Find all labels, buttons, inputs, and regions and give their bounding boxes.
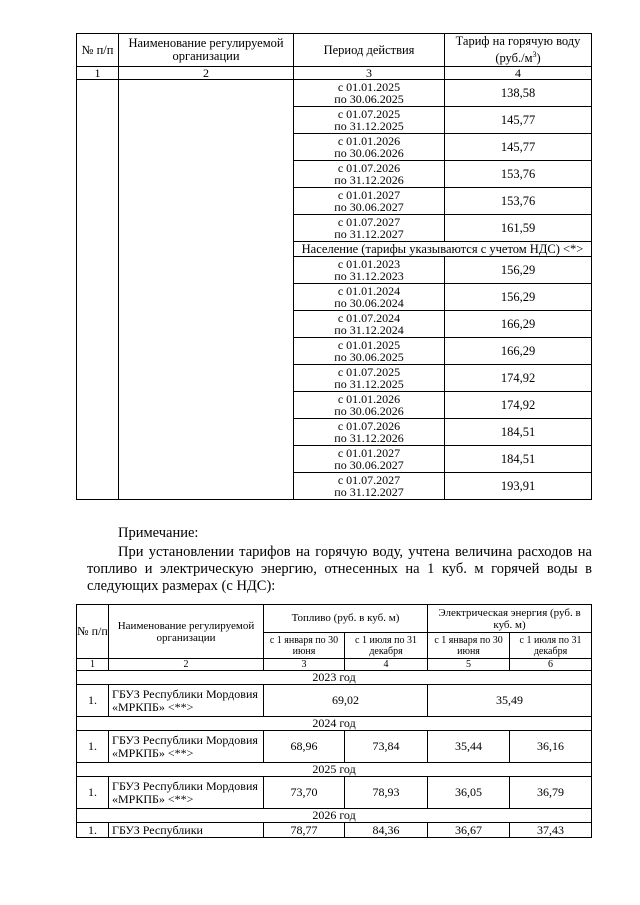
header-period: Период действия — [294, 34, 445, 67]
col-number: 2 — [109, 659, 264, 671]
note-title: Примечание: — [118, 525, 199, 541]
org-cell — [119, 80, 294, 500]
table-row — [77, 685, 592, 717]
header-tariff: Тариф на горячую воду $(руб./м^3)$ — [445, 34, 592, 67]
tariff-value: 153,76 — [445, 161, 592, 188]
tariff-value: 138,58 — [445, 80, 592, 107]
period-header: с 1 января по 30 июня — [264, 633, 345, 659]
year-row — [77, 671, 592, 685]
tariff-value: 184,51 — [445, 446, 592, 473]
header-fuel: Топливо (руб. в куб. м) — [264, 605, 428, 633]
power-value: 36,67 — [428, 823, 510, 838]
fuel-value: 68,96 — [264, 731, 345, 763]
period-cell: с 01.01.2025 по 30.06.2025 — [294, 80, 445, 107]
col-number: 5 — [428, 659, 510, 671]
col-number: 3 — [294, 67, 445, 80]
fuel-value: 78,77 — [264, 823, 345, 838]
org-name: ГБУЗ Республики — [109, 823, 264, 838]
tariff-value: 156,29 — [445, 284, 592, 311]
period-cell: с 01.07.2027 по 31.12.2027 — [294, 473, 445, 500]
tariff-value: 193,91 — [445, 473, 592, 500]
tariff-value: 145,77 — [445, 107, 592, 134]
header-power: Электрическая энергия (руб. в куб. м) — [428, 605, 592, 633]
table-row — [77, 823, 592, 838]
period-cell: с 01.01.2025 по 30.06.2025 — [294, 338, 445, 365]
tariff-table-header — [77, 34, 592, 67]
fuel-value: 73,70 — [264, 777, 345, 809]
year-row — [77, 809, 592, 823]
power-value: 36,79 — [510, 777, 592, 809]
column-numbers-row — [77, 67, 592, 80]
period-cell: с 01.07.2026 по 31.12.2026 — [294, 419, 445, 446]
col-number: 4 — [445, 67, 592, 80]
period-cell: с 01.01.2024 по 30.06.2024 — [294, 284, 445, 311]
col-number: 4 — [345, 659, 428, 671]
col-number: 2 — [119, 67, 294, 80]
col-number: 3 — [264, 659, 345, 671]
fuel-value: 78,93 — [345, 777, 428, 809]
row-num: 1. — [77, 823, 109, 838]
power-value: 35,49 — [428, 685, 592, 717]
tariff-value: 156,29 — [445, 257, 592, 284]
period-cell: с 01.07.2025 по 31.12.2025 — [294, 107, 445, 134]
power-value: 37,43 — [510, 823, 592, 838]
fuel-value: 84,36 — [345, 823, 428, 838]
col-number: 1 — [77, 659, 109, 671]
period-cell: с 01.01.2026 по 30.06.2026 — [294, 392, 445, 419]
period-cell: с 01.07.2027 по 31.12.2027 — [294, 215, 445, 242]
tariff-value: 166,29 — [445, 311, 592, 338]
year-label: 2024 год — [77, 717, 592, 731]
tariff-table — [76, 33, 592, 500]
org-name: ГБУЗ Республики Мордовия «МРКПБ» <**> — [109, 731, 264, 763]
period-cell: с 01.07.2025 по 31.12.2025 — [294, 365, 445, 392]
period-cell: с 01.07.2024 по 31.12.2024 — [294, 311, 445, 338]
tariff-value: 153,76 — [445, 188, 592, 215]
period-cell: с 01.01.2027 по 30.06.2027 — [294, 188, 445, 215]
header-org: Наименование регулируемой организации — [119, 34, 294, 67]
year-label: 2026 год — [77, 809, 592, 823]
period-header: с 1 января по 30 июня — [428, 633, 510, 659]
col-number: 6 — [510, 659, 592, 671]
num-cell — [77, 80, 119, 500]
header-num: № п/п — [77, 34, 119, 67]
tariff-value: 174,92 — [445, 392, 592, 419]
period-cell: с 01.01.2026 по 30.06.2026 — [294, 134, 445, 161]
year-row — [77, 763, 592, 777]
section-label: Население (тарифы указываются с учетом НДС) <*> — [294, 242, 592, 257]
row-num: 1. — [77, 777, 109, 809]
header-org: Наименование регулируемой организации — [109, 605, 264, 659]
power-value: 35,44 — [428, 731, 510, 763]
period-header: с 1 июля по 31 декабря — [510, 633, 592, 659]
tariff-value: 145,77 — [445, 134, 592, 161]
table-row — [77, 777, 592, 809]
period-cell: с 01.07.2026 по 31.12.2026 — [294, 161, 445, 188]
col-number: 1 — [77, 67, 119, 80]
fuel-value: 69,02 — [264, 685, 428, 717]
year-row — [77, 717, 592, 731]
tariff-value: 174,92 — [445, 365, 592, 392]
period-header: с 1 июля по 31 декабря — [345, 633, 428, 659]
costs-header-row — [77, 605, 592, 633]
table-row — [77, 731, 592, 763]
costs-table — [76, 604, 592, 838]
note-body: При установлении тарифов на горячую воду, учтена величина расходов на топливо и электрическую энергию, отнесенных на 1 куб. м горячей воды в следующих размерах (с НДС): — [87, 544, 592, 594]
power-value: 36,05 — [428, 777, 510, 809]
fuel-value: 73,84 — [345, 731, 428, 763]
header-num: № п/п — [77, 605, 109, 659]
power-value: 36,16 — [510, 731, 592, 763]
row-num: 1. — [77, 731, 109, 763]
year-label: 2025 год — [77, 763, 592, 777]
org-name: ГБУЗ Республики Мордовия «МРКПБ» <**> — [109, 777, 264, 809]
period-cell: с 01.01.2027 по 30.06.2027 — [294, 446, 445, 473]
year-label: 2023 год — [77, 671, 592, 685]
tariff-value: 161,59 — [445, 215, 592, 242]
row-num: 1. — [77, 685, 109, 717]
table-row — [77, 80, 592, 107]
tariff-value: 184,51 — [445, 419, 592, 446]
tariff-value: 166,29 — [445, 338, 592, 365]
org-name: ГБУЗ Республики Мордовия «МРКПБ» <**> — [109, 685, 264, 717]
column-numbers-row — [77, 659, 592, 671]
period-cell: с 01.01.2023 по 31.12.2023 — [294, 257, 445, 284]
